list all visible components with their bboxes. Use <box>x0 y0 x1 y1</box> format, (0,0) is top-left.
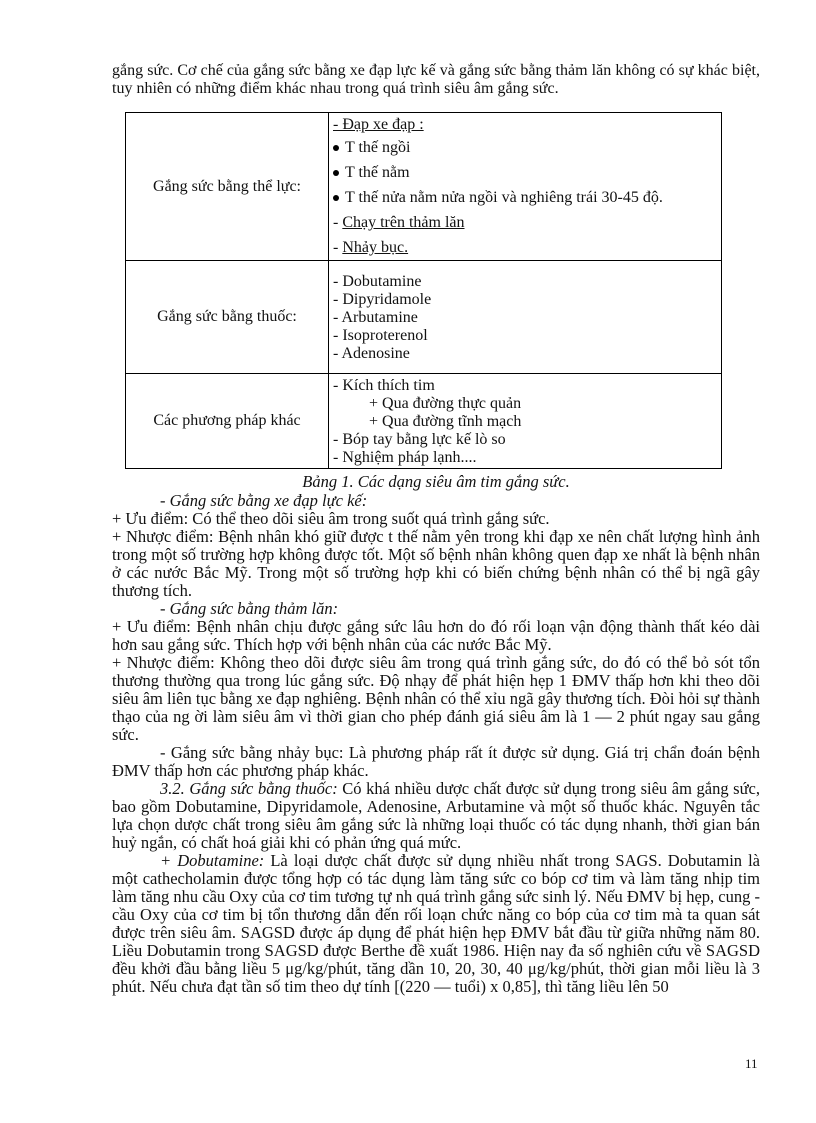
list-item: T thế nằm <box>333 160 717 185</box>
table-cell-list <box>329 374 722 469</box>
section-heading: + Dobutamine: <box>160 851 265 870</box>
table-category: Các phương pháp khác <box>126 374 329 469</box>
table-category: Gắng sức bằng thể lực: <box>126 113 329 261</box>
intro-paragraph: gắng sức. Cơ chế của gắng sức bằng xe đạp lực kế và gắng sức bằng thảm lăn không có sự khác biệt, tuy nhiên có những điểm khác nhau trong quá trình siêu âm gắng sức. <box>112 62 760 97</box>
list-item: - Isoproterenol <box>333 327 428 344</box>
list-header: - Đạp xe đạp : <box>333 116 424 133</box>
table-cell-list <box>329 113 722 261</box>
paragraph: - Gắng sức bằng nhảy bục: Là phương pháp rất ít được sử dụng. Giá trị chẩn đoán bệnh ĐMV thấp hơn các phương pháp khác. <box>112 743 760 780</box>
list-item: - Dobutamine <box>333 273 422 290</box>
list-item: - Bóp tay bằng lực kế lò so <box>333 431 506 448</box>
list-item: - Nghiệm pháp lạnh.... <box>333 449 477 466</box>
paragraph: + Ưu điểm: Bệnh nhân chịu được gắng sức lâu hơn do đó rối loạn vận động thành thất kéo dài hơn sau gắng sức. Thích hợp với bệnh nhân của các nước Bắc Mỹ. <box>112 617 760 654</box>
table-cell-list <box>329 261 722 374</box>
list-item: - Chạy trên thảm lăn <box>333 214 465 231</box>
bullet-icon <box>333 195 339 201</box>
list-item: - Dipyridamole <box>333 291 432 308</box>
list-item: + Qua đường tĩnh mạch <box>369 413 522 430</box>
list-item: - Nhảy bục. <box>333 239 409 256</box>
bullet-icon <box>333 170 339 176</box>
table-category: Gắng sức bằng thuốc: <box>126 261 329 374</box>
paragraph: + Ưu điểm: Có thể theo dõi siêu âm trong suốt quá trình gắng sức. <box>112 509 550 528</box>
section-heading: 3.2. Gắng sức bằng thuốc: <box>160 779 338 798</box>
bullet-icon <box>333 145 339 151</box>
list-item: - Adenosine <box>333 345 410 362</box>
list-item: T thế nửa nằm nửa ngồi và nghiêng trái 30-45 độ. <box>333 185 717 210</box>
list-item: T thế ngồi <box>333 135 717 160</box>
paragraph: + Nhược điểm: Không theo dõi được siêu âm trong quá trình gắng sức, do đó có thể bỏ sót tổn thương thường qua trong lúc gắng sức. Độ nhạy để phát hiện hẹp 1 ĐMV thấp hơn khi theo dõi siêu âm liên tục bằng xe đạp nghiêng. Bệnh nhân có thể xỉu ngã gây thương tích. Đòi hỏi sự thành thạo của ng ời làm siêu âm vì thời gian cho phép đánh giá siêu âm là 1 — 2 phút ngay sau gắng sức. <box>112 653 760 744</box>
page-number: 11 <box>745 1056 758 1071</box>
list-item: + Qua đường thực quản <box>369 395 522 412</box>
table-row <box>126 113 722 261</box>
section-heading: - Gắng sức bằng xe đạp lực kế: <box>160 491 368 510</box>
section-heading: - Gắng sức bằng thảm lăn: <box>160 599 339 618</box>
stress-forms-table <box>125 112 722 469</box>
paragraph: + Dobutamine: Là loại dược chất được sử dụng nhiều nhất trong SAGS. Dobutamin là một cathecholamin được tổng hợp có tác dụng làm tăng sức co bóp cơ tim và làm tăng nhịp tim làm tăng nhu cầu Oxy của cơ tim tương tự nh quá trình gắng sức sinh lý. Nếu ĐMV bị hẹp, cung - cầu Oxy của cơ tim bị tổn thương dẫn đến rối loạn chức năng co bóp của cơ tim mà ta quan sát được trên siêu âm. SAGSD được áp dụng để phát hiện hẹp ĐMV bắt đầu từ giữa những năm 80. Liều Dobutamin trong SAGSD được Berthe đề xuất 1986. Hiện nay đa số nghiên cứu về SAGSD đều khởi đầu bằng liều 5 μg/kg/phút, tăng dần 10, 20, 30, 40 μg/kg/phút, thời gian mỗi liều là 3 phút. Nếu chưa đạt tần số tim theo dự tính [(220 — tuổi) x 0,85], thì tăng liều lên 50 <box>112 851 761 996</box>
paragraph: 3.2. Gắng sức bằng thuốc: Có khá nhiều dược chất được sử dụng trong siêu âm gắng sức, bao gồm Dobutamine, Dipyridamole, Adenosine, Arbutamine và một số thuốc khác. Nguyên tắc lựa chọn dược chất trong siêu âm gắng sức là những loại thuốc có tác dụng nhanh, thời gian bán huỷ ngắn, có chất hoá giải khi có phản ứng quá mức. <box>112 779 760 852</box>
table-caption: Bảng 1. Các dạng siêu âm tim gắng sức. <box>302 472 570 491</box>
list-item: - Kích thích tim <box>333 377 435 394</box>
table-row <box>126 261 722 374</box>
table-row <box>126 374 722 469</box>
list-item: - Arbutamine <box>333 309 418 326</box>
document-page <box>112 62 760 996</box>
paragraph: + Nhược điểm: Bệnh nhân khó giữ được t thế nằm yên trong khi đạp xe nên chất lượng hình ảnh trong một số trường hợp không được tốt. Một số bệnh nhân không quen đạp xe nhất là bệnh nhân ở các nước Bắc Mỹ. Trong một số trường hợp khi có biến chứng bệnh nhân có thể bị ngã gây thương tích. <box>112 527 760 600</box>
